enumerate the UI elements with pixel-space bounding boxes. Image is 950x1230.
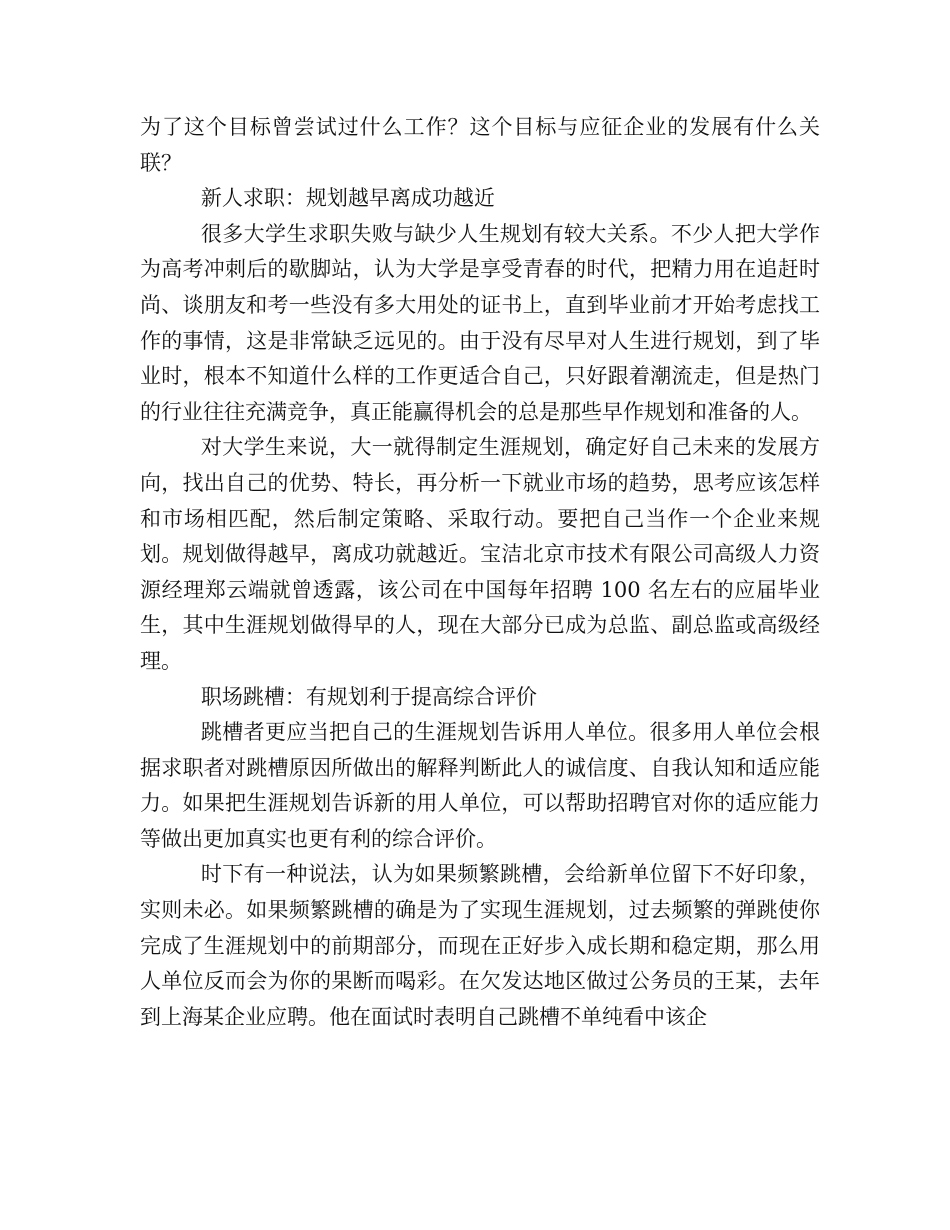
paragraph-students-planning: 很多大学生求职失败与缺少人生规划有较大关系。不少人把大学作为高考冲刺后的歇脚站，认为大学是享受青春的时代，把精力用在追赶时尚、谈朋友和考一些没有多大用处的证书上，直到毕业前才开始考虑找工作的事情，这是非常缺乏远见的。由于没有尽早对人生进行规划，到了毕业时，根本不知道什么样的工作更适合自己，只好跟着潮流走，但是热门的行业往往充满竞争，真正能赢得机会的总是那些早作规划和准备的人。 xyxy=(140,221,820,424)
paragraph-frequent-hopping: 时下有一种说法，认为如果频繁跳槽，会给新单位留下不好印象，实则未必。如果频繁跳槽的确是为了实现生涯规划，过去频繁的弹跳使你完成了生涯规划中的前期部分，而现在正好步入成长期和稳定期，那么用人单位反而会为你的果断而喝彩。在欠发达地区做过公务员的王某，去年到上海某企业应聘。他在面试时表明自己跳槽不单纯看中该企 xyxy=(140,862,820,1029)
document-body xyxy=(140,110,820,1035)
paragraph-job-hoppers: 跳槽者更应当把自己的生涯规划告诉用人单位。很多用人单位会根据求职者对跳槽原因所做出的解释判断此人的诚信度、自我认知和适应能力。如果把生涯规划告诉新的用人单位，可以帮助招聘官对你的适应能力等做出更加真实也更有利的综合评价。 xyxy=(140,720,820,851)
paragraph-freshman-planning: 对大学生来说，大一就得制定生涯规划，确定好自己未来的发展方向，找出自己的优势、特长，再分析一下就业市场的趋势，思考应该怎样和市场相匹配，然后制定策略、采取行动。要把自己当作一个企业来规划。规划做得越早，离成功就越近。宝洁北京市技术有限公司高级人力资源经理郑云端就曾透露，该公司在中国每年招聘 100 名左右的应届毕业生，其中生涯规划做得早的人，现在大部分已成为总监、副总监或高级经理。 xyxy=(140,435,820,673)
section-heading-new-job-seekers: 新人求职：规划越早离成功越近 xyxy=(200,186,495,211)
section-heading-job-hopping: 职场跳槽：有规划利于提高综合评价 xyxy=(200,684,537,709)
paragraph-continuation: 为了这个目标曾尝试过什么工作？这个目标与应征企业的发展有什么关联？ xyxy=(140,115,820,175)
